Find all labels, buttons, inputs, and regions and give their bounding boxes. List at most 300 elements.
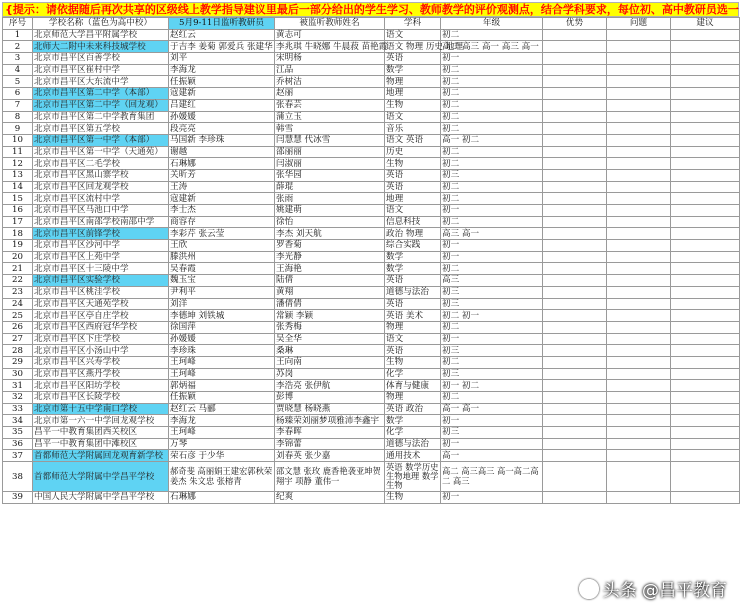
cell-problems[interactable]	[607, 333, 671, 345]
cell-school[interactable]: 北京市昌平区下庄学校	[33, 333, 169, 345]
header-teacher[interactable]: 被监听教师姓名	[275, 18, 385, 30]
cell-suggestions[interactable]	[671, 415, 740, 427]
cell-teacher[interactable]: 李浩亮 张伊航	[275, 380, 385, 392]
cell-grade[interactable]: 初二	[441, 193, 543, 205]
cell-subject[interactable]: 英语	[385, 53, 441, 65]
cell-num[interactable]: 32	[3, 392, 33, 404]
cell-strengths[interactable]	[543, 205, 607, 217]
cell-school[interactable]: 北京市昌平区崔村中学	[33, 64, 169, 76]
header-strengths[interactable]: 优势	[543, 18, 607, 30]
cell-school[interactable]: 北京市昌平区第一中学（天通苑）	[33, 146, 169, 158]
cell-problems[interactable]	[607, 345, 671, 357]
cell-grade[interactable]: 初一	[441, 438, 543, 450]
cell-grade[interactable]: 高一 初二	[441, 134, 543, 146]
cell-strengths[interactable]	[543, 99, 607, 111]
cell-suggestions[interactable]	[671, 134, 740, 146]
cell-num[interactable]: 33	[3, 403, 33, 415]
cell-school[interactable]: 北京市昌平区流村中学	[33, 193, 169, 205]
cell-researcher[interactable]: 荣石彦 于少华	[169, 450, 275, 462]
cell-num[interactable]: 35	[3, 427, 33, 439]
cell-suggestions[interactable]	[671, 310, 740, 322]
cell-teacher[interactable]: 吴全华	[275, 333, 385, 345]
cell-strengths[interactable]	[543, 356, 607, 368]
cell-suggestions[interactable]	[671, 321, 740, 333]
cell-problems[interactable]	[607, 228, 671, 240]
cell-school[interactable]: 北京市昌平区前锋学校	[33, 228, 169, 240]
cell-suggestions[interactable]	[671, 158, 740, 170]
cell-teacher[interactable]: 李兆琪 牛晓娜 牛晨菽 苗艳霞	[276, 41, 388, 52]
cell-teacher[interactable]: 罗香菊	[275, 240, 385, 252]
cell-num[interactable]: 12	[3, 158, 33, 170]
cell-strengths[interactable]	[543, 146, 607, 158]
cell-grade[interactable]: 初二	[441, 158, 543, 170]
cell-grade[interactable]: 初三	[441, 345, 543, 357]
cell-researcher[interactable]: 李德坤 刘铁城	[169, 310, 275, 322]
cell-problems[interactable]	[607, 251, 671, 263]
cell-suggestions[interactable]	[671, 181, 740, 193]
cell-teacher[interactable]: 陆倩	[275, 275, 385, 287]
cell-strengths[interactable]	[543, 251, 607, 263]
cell-school[interactable]: 北京市昌平区第二中学（本部）	[33, 88, 169, 100]
cell-grade[interactable]: 初三	[441, 298, 543, 310]
cell-school[interactable]: 昌平一中教育集团中滩校区	[33, 438, 169, 450]
cell-teacher[interactable]: 苏岗	[275, 368, 385, 380]
cell-teacher[interactable]: 张雨	[275, 193, 385, 205]
cell-grade[interactable]: 初二 初一	[441, 310, 543, 322]
cell-researcher[interactable]: 赵红云 马郦	[169, 403, 275, 415]
cell-grade[interactable]: 初三	[441, 169, 543, 181]
cell-strengths[interactable]	[543, 240, 607, 252]
cell-teacher[interactable]: 邵丽丽	[275, 146, 385, 158]
cell-num[interactable]: 23	[3, 286, 33, 298]
cell-num[interactable]: 25	[3, 310, 33, 322]
cell-grade[interactable]: 高一	[441, 450, 543, 462]
cell-teacher[interactable]: 李春晖	[275, 427, 385, 439]
cell-problems[interactable]	[607, 298, 671, 310]
cell-grade[interactable]: 初三	[441, 427, 543, 439]
cell-suggestions[interactable]	[671, 88, 740, 100]
cell-num[interactable]: 9	[3, 123, 33, 135]
cell-problems[interactable]	[607, 462, 671, 492]
cell-problems[interactable]	[607, 205, 671, 217]
cell-researcher[interactable]: 李珍珠	[169, 345, 275, 357]
cell-strengths[interactable]	[543, 88, 607, 100]
cell-strengths[interactable]	[543, 368, 607, 380]
cell-teacher[interactable]: 黄翔	[275, 286, 385, 298]
cell-school[interactable]: 北京市昌平区沙河中学	[33, 240, 169, 252]
cell-researcher[interactable]: 刘洋	[169, 298, 275, 310]
header-researcher[interactable]: 5月9-11日监听教研员	[169, 18, 275, 30]
cell-subject[interactable]: 通用技术	[385, 450, 441, 462]
cell-num[interactable]: 5	[3, 76, 33, 88]
cell-problems[interactable]	[607, 169, 671, 181]
cell-grade[interactable]: 初一	[441, 53, 543, 65]
cell-suggestions[interactable]	[671, 333, 740, 345]
cell-teacher[interactable]: 常颖 李颖	[275, 310, 385, 322]
cell-school[interactable]: 北京市昌平区天通苑学校	[33, 298, 169, 310]
header-num[interactable]: 序号	[3, 18, 33, 30]
cell-researcher[interactable]: 赵红云	[169, 29, 275, 41]
cell-num[interactable]: 38	[3, 462, 33, 492]
cell-researcher[interactable]: 李士杰	[169, 205, 275, 217]
cell-subject[interactable]: 英语	[385, 298, 441, 310]
cell-num[interactable]: 1	[3, 29, 33, 41]
cell-grade[interactable]: 初二	[441, 29, 543, 41]
cell-subject[interactable]: 物理	[385, 76, 441, 88]
cell-num[interactable]: 15	[3, 193, 33, 205]
cell-school[interactable]: 北京市昌平区阳坊学校	[33, 380, 169, 392]
cell-problems[interactable]	[607, 193, 671, 205]
cell-school[interactable]: 北京市昌平区黑山寨学校	[33, 169, 169, 181]
cell-suggestions[interactable]	[671, 298, 740, 310]
cell-num[interactable]: 13	[3, 169, 33, 181]
cell-researcher[interactable]: 魏玉宝	[169, 275, 275, 287]
cell-problems[interactable]	[607, 181, 671, 193]
cell-problems[interactable]	[607, 403, 671, 415]
cell-teacher[interactable]: 潘倩倩	[275, 298, 385, 310]
cell-teacher[interactable]: 黄志可	[275, 29, 385, 41]
cell-teacher[interactable]: 邵文慧 张玫 鹿香艳袭亚坤贺翔宇 项静 董伟一	[275, 462, 385, 492]
cell-suggestions[interactable]	[671, 251, 740, 263]
cell-problems[interactable]	[607, 438, 671, 450]
cell-grade[interactable]: 初一	[441, 415, 543, 427]
cell-num[interactable]: 3	[3, 53, 33, 65]
cell-grade[interactable]: 初二	[441, 99, 543, 111]
cell-subject[interactable]: 生物	[385, 356, 441, 368]
cell-grade[interactable]: 初一	[441, 492, 543, 504]
cell-teacher[interactable]: 赵丽	[275, 88, 385, 100]
cell-subject[interactable]: 政治 物理	[385, 228, 441, 240]
cell-suggestions[interactable]	[671, 146, 740, 158]
cell-problems[interactable]	[607, 29, 671, 41]
cell-school[interactable]: 北京市第十五中学南口学校	[33, 403, 169, 415]
cell-problems[interactable]	[607, 76, 671, 88]
cell-subject[interactable]: 英语 政治	[385, 403, 441, 415]
cell-researcher[interactable]: 马国新 李珍珠	[169, 134, 275, 146]
cell-grade[interactable]: 初二	[441, 123, 543, 135]
cell-suggestions[interactable]	[671, 462, 740, 492]
cell-problems[interactable]	[607, 263, 671, 275]
cell-strengths[interactable]	[543, 123, 607, 135]
cell-strengths[interactable]	[543, 275, 607, 287]
cell-strengths[interactable]	[543, 403, 607, 415]
cell-strengths[interactable]	[543, 169, 607, 181]
cell-researcher[interactable]: 石琳娜	[169, 492, 275, 504]
cell-school[interactable]: 北京市昌平区第二中学教育集团	[33, 111, 169, 123]
cell-strengths[interactable]	[543, 64, 607, 76]
cell-strengths[interactable]	[543, 134, 607, 146]
cell-subject[interactable]: 英语	[385, 345, 441, 357]
cell-subject[interactable]: 语文	[385, 29, 441, 41]
cell-num[interactable]: 7	[3, 99, 33, 111]
cell-num[interactable]: 20	[3, 251, 33, 263]
cell-grade[interactable]: 初二	[441, 64, 543, 76]
cell-suggestions[interactable]	[671, 41, 740, 53]
cell-suggestions[interactable]	[671, 205, 740, 217]
cell-suggestions[interactable]	[671, 53, 740, 65]
cell-suggestions[interactable]	[671, 193, 740, 205]
cell-grade[interactable]: 初二	[441, 356, 543, 368]
cell-school[interactable]: 北京市昌平区十三陵中学	[33, 263, 169, 275]
cell-teacher[interactable]: 王海艳	[275, 263, 385, 275]
cell-researcher[interactable]: 吴春霞	[169, 263, 275, 275]
cell-suggestions[interactable]	[671, 492, 740, 504]
cell-school[interactable]: 北京市昌平区马池口中学	[33, 205, 169, 217]
cell-num[interactable]: 30	[3, 368, 33, 380]
cell-subject[interactable]: 语文	[385, 111, 441, 123]
cell-subject[interactable]: 英语 美术	[385, 310, 441, 322]
cell-researcher[interactable]: 郭炳福	[169, 380, 275, 392]
cell-problems[interactable]	[607, 123, 671, 135]
cell-researcher[interactable]: 万琴	[169, 438, 275, 450]
cell-researcher[interactable]: 李彩芹 张云莹	[169, 228, 275, 240]
cell-num[interactable]: 10	[3, 134, 33, 146]
cell-suggestions[interactable]	[671, 427, 740, 439]
cell-teacher[interactable]: 宋明杨	[275, 53, 385, 65]
cell-suggestions[interactable]	[671, 216, 740, 228]
header-grade[interactable]: 年级	[441, 18, 543, 30]
cell-subject[interactable]: 生物	[385, 158, 441, 170]
cell-school[interactable]: 中国人民大学附属中学昌平学校	[33, 492, 169, 504]
cell-researcher[interactable]: 段亮亮	[169, 123, 275, 135]
cell-suggestions[interactable]	[671, 368, 740, 380]
cell-researcher[interactable]: 吕建红	[169, 99, 275, 111]
cell-researcher[interactable]: 石琳娜	[169, 158, 275, 170]
cell-grade[interactable]: 高三 高一	[441, 228, 543, 240]
cell-teacher[interactable]: 徐怡	[275, 216, 385, 228]
cell-strengths[interactable]	[543, 310, 607, 322]
cell-grade[interactable]: 初二	[441, 88, 543, 100]
cell-problems[interactable]	[607, 321, 671, 333]
cell-researcher[interactable]: 滕洪州	[169, 251, 275, 263]
cell-subject[interactable]: 地理	[385, 193, 441, 205]
cell-suggestions[interactable]	[671, 99, 740, 111]
cell-strengths[interactable]	[543, 427, 607, 439]
cell-subject[interactable]: 道德与法治	[385, 438, 441, 450]
cell-grade[interactable]: 初二	[441, 111, 543, 123]
cell-suggestions[interactable]	[671, 64, 740, 76]
cell-num[interactable]: 24	[3, 298, 33, 310]
cell-teacher[interactable]: 闫淑丽	[275, 158, 385, 170]
cell-problems[interactable]	[607, 64, 671, 76]
cell-researcher[interactable]: 任振颖	[169, 392, 275, 404]
cell-school[interactable]: 北京市昌平区百善学校	[33, 53, 169, 65]
cell-problems[interactable]	[607, 415, 671, 427]
cell-suggestions[interactable]	[671, 392, 740, 404]
cell-teacher[interactable]: 蒲立玉	[275, 111, 385, 123]
cell-subject[interactable]: 语文	[385, 333, 441, 345]
cell-researcher[interactable]: 刘平	[169, 53, 275, 65]
cell-strengths[interactable]	[543, 415, 607, 427]
cell-problems[interactable]	[607, 158, 671, 170]
cell-grade[interactable]: 初一	[441, 251, 543, 263]
cell-problems[interactable]	[607, 99, 671, 111]
cell-strengths[interactable]	[543, 298, 607, 310]
cell-researcher[interactable]: 李海龙	[169, 64, 275, 76]
cell-problems[interactable]	[607, 275, 671, 287]
cell-subject[interactable]: 化学	[385, 427, 441, 439]
cell-school[interactable]: 北师大二附中未来科技城学校	[33, 41, 169, 53]
cell-subject[interactable]: 英语	[385, 181, 441, 193]
cell-strengths[interactable]	[543, 158, 607, 170]
cell-problems[interactable]	[607, 392, 671, 404]
cell-teacher[interactable]: 乔树洁	[275, 76, 385, 88]
cell-problems[interactable]	[607, 240, 671, 252]
cell-school[interactable]: 北京市昌平区第一中学（本部）	[33, 134, 169, 146]
cell-researcher[interactable]: 王涛	[169, 181, 275, 193]
cell-problems[interactable]	[607, 41, 671, 53]
cell-school[interactable]: 北京市昌平区兴寿学校	[33, 356, 169, 368]
cell-grade[interactable]: 初二	[441, 146, 543, 158]
cell-grade[interactable]: 初一	[441, 205, 543, 217]
cell-researcher[interactable]: 王珂峰	[169, 368, 275, 380]
cell-problems[interactable]	[607, 53, 671, 65]
cell-researcher[interactable]: 徐国萍	[169, 321, 275, 333]
cell-suggestions[interactable]	[671, 169, 740, 181]
cell-subject[interactable]: 英语 数学历史生物地理 数学 生物	[385, 462, 441, 492]
cell-num[interactable]: 26	[3, 321, 33, 333]
cell-num[interactable]: 6	[3, 88, 33, 100]
cell-strengths[interactable]	[543, 181, 607, 193]
header-suggestions[interactable]: 建议	[671, 18, 740, 30]
header-subject[interactable]: 学科	[385, 18, 441, 30]
cell-teacher[interactable]: 张秀梅	[275, 321, 385, 333]
cell-strengths[interactable]	[543, 263, 607, 275]
cell-subject[interactable]: 生物	[385, 492, 441, 504]
cell-teacher[interactable]: 薛琨	[275, 181, 385, 193]
cell-strengths[interactable]	[543, 193, 607, 205]
cell-strengths[interactable]	[543, 76, 607, 88]
cell-grade[interactable]: 高二 高三高三 高一高二高二 高三	[441, 462, 543, 492]
cell-subject[interactable]: 体育与健康	[385, 380, 441, 392]
cell-teacher[interactable]: 王向南	[275, 356, 385, 368]
cell-school[interactable]: 北京市昌平区西府冠华学校	[33, 321, 169, 333]
cell-problems[interactable]	[607, 134, 671, 146]
cell-num[interactable]: 39	[3, 492, 33, 504]
cell-problems[interactable]	[607, 380, 671, 392]
cell-subject[interactable]: 语文 英语	[385, 134, 441, 146]
cell-subject[interactable]: 数学	[385, 415, 441, 427]
cell-grade[interactable]: 初一	[441, 333, 543, 345]
cell-teacher[interactable]: 闫慧慧 代冰雪	[275, 134, 385, 146]
cell-teacher[interactable]: 纪爽	[275, 492, 385, 504]
cell-subject[interactable]: 数学	[385, 263, 441, 275]
cell-suggestions[interactable]	[671, 29, 740, 41]
header-problems[interactable]: 问题	[607, 18, 671, 30]
cell-researcher[interactable]: 孙媛媛	[169, 333, 275, 345]
cell-school[interactable]: 北京市昌平区亭自庄学校	[33, 310, 169, 322]
cell-subject[interactable]: 音乐	[385, 123, 441, 135]
cell-researcher[interactable]: 寇建新	[169, 193, 275, 205]
cell-num[interactable]: 22	[3, 275, 33, 287]
cell-school[interactable]: 北京市昌平区回龙观学校	[33, 181, 169, 193]
cell-subject[interactable]: 地理	[385, 88, 441, 100]
cell-teacher[interactable]: 桑琳	[275, 345, 385, 357]
cell-researcher[interactable]: 尹利平	[169, 286, 275, 298]
cell-researcher[interactable]: 郝奇斐 高丽娟王建宏郭秋荣姜杰 朱文忠 张榕青	[169, 462, 275, 492]
cell-suggestions[interactable]	[671, 356, 740, 368]
cell-num[interactable]: 34	[3, 415, 33, 427]
cell-strengths[interactable]	[543, 462, 607, 492]
cell-num[interactable]: 36	[3, 438, 33, 450]
cell-problems[interactable]	[607, 450, 671, 462]
cell-teacher[interactable]: 刘春英 张少嘉	[275, 450, 385, 462]
cell-teacher[interactable]: 张春芸	[275, 99, 385, 111]
cell-num[interactable]: 21	[3, 263, 33, 275]
cell-subject[interactable]: 数学	[385, 251, 441, 263]
cell-num[interactable]: 2	[3, 41, 33, 53]
cell-strengths[interactable]	[543, 345, 607, 357]
cell-subject[interactable]: 综合实践	[385, 240, 441, 252]
cell-teacher[interactable]: 李杰 刘天航	[275, 228, 385, 240]
cell-grade[interactable]: 初二	[441, 263, 543, 275]
cell-grade[interactable]: 初一 初二	[441, 380, 543, 392]
cell-num[interactable]: 4	[3, 64, 33, 76]
cell-school[interactable]: 北京师范大学昌平附属学校	[33, 29, 169, 41]
cell-suggestions[interactable]	[671, 286, 740, 298]
cell-teacher[interactable]: 江品	[275, 64, 385, 76]
cell-teacher[interactable]: 杨臻荣刘丽梦项雅沛李鑫宇	[275, 415, 385, 427]
cell-researcher[interactable]: 关昕芳	[169, 169, 275, 181]
cell-suggestions[interactable]	[671, 275, 740, 287]
cell-num[interactable]: 16	[3, 205, 33, 217]
cell-suggestions[interactable]	[671, 123, 740, 135]
cell-subject[interactable]: 英语	[385, 169, 441, 181]
cell-school[interactable]: 北京市昌平区实验学校	[33, 275, 169, 287]
cell-school[interactable]: 北京市昌平区上苑中学	[33, 251, 169, 263]
cell-num[interactable]: 27	[3, 333, 33, 345]
cell-problems[interactable]	[607, 111, 671, 123]
cell-subject[interactable]: 物理	[385, 392, 441, 404]
cell-school[interactable]: 北京市昌平区南邵学校南邵中学	[33, 216, 169, 228]
cell-grade[interactable]: 初一	[441, 240, 543, 252]
cell-school[interactable]: 北京市昌平区大东流中学	[33, 76, 169, 88]
cell-num[interactable]: 37	[3, 450, 33, 462]
cell-school[interactable]: 北京市昌平区小汤山中学	[33, 345, 169, 357]
cell-suggestions[interactable]	[671, 263, 740, 275]
cell-num[interactable]: 19	[3, 240, 33, 252]
cell-teacher[interactable]: 彭博	[275, 392, 385, 404]
cell-strengths[interactable]	[543, 216, 607, 228]
cell-suggestions[interactable]	[671, 403, 740, 415]
cell-num[interactable]: 29	[3, 356, 33, 368]
cell-grade[interactable]: 初三	[441, 286, 543, 298]
cell-problems[interactable]	[607, 427, 671, 439]
cell-num[interactable]: 11	[3, 146, 33, 158]
cell-num[interactable]: 28	[3, 345, 33, 357]
cell-strengths[interactable]	[543, 392, 607, 404]
cell-grade[interactable]: 初二	[441, 76, 543, 88]
cell-researcher[interactable]: 王珂峰	[169, 356, 275, 368]
cell-strengths[interactable]	[543, 438, 607, 450]
cell-strengths[interactable]	[543, 492, 607, 504]
cell-suggestions[interactable]	[671, 76, 740, 88]
cell-suggestions[interactable]	[671, 450, 740, 462]
cell-subject[interactable]: 生物	[385, 99, 441, 111]
cell-school[interactable]: 北京市昌平区二毛学校	[33, 158, 169, 170]
cell-problems[interactable]	[607, 492, 671, 504]
cell-suggestions[interactable]	[671, 438, 740, 450]
cell-researcher[interactable]: 于吉李 姜菊 郭爱兵 张建华	[170, 41, 273, 52]
cell-suggestions[interactable]	[671, 380, 740, 392]
cell-school[interactable]: 首都师范大学附属回龙观育新学校	[33, 450, 169, 462]
cell-strengths[interactable]	[543, 41, 607, 53]
cell-suggestions[interactable]	[671, 111, 740, 123]
cell-suggestions[interactable]	[671, 228, 740, 240]
cell-strengths[interactable]	[543, 228, 607, 240]
cell-grade[interactable]: 高二 高三 高一 高三 高一	[441, 41, 543, 53]
cell-school[interactable]: 北京市昌平区长陵学校	[33, 392, 169, 404]
